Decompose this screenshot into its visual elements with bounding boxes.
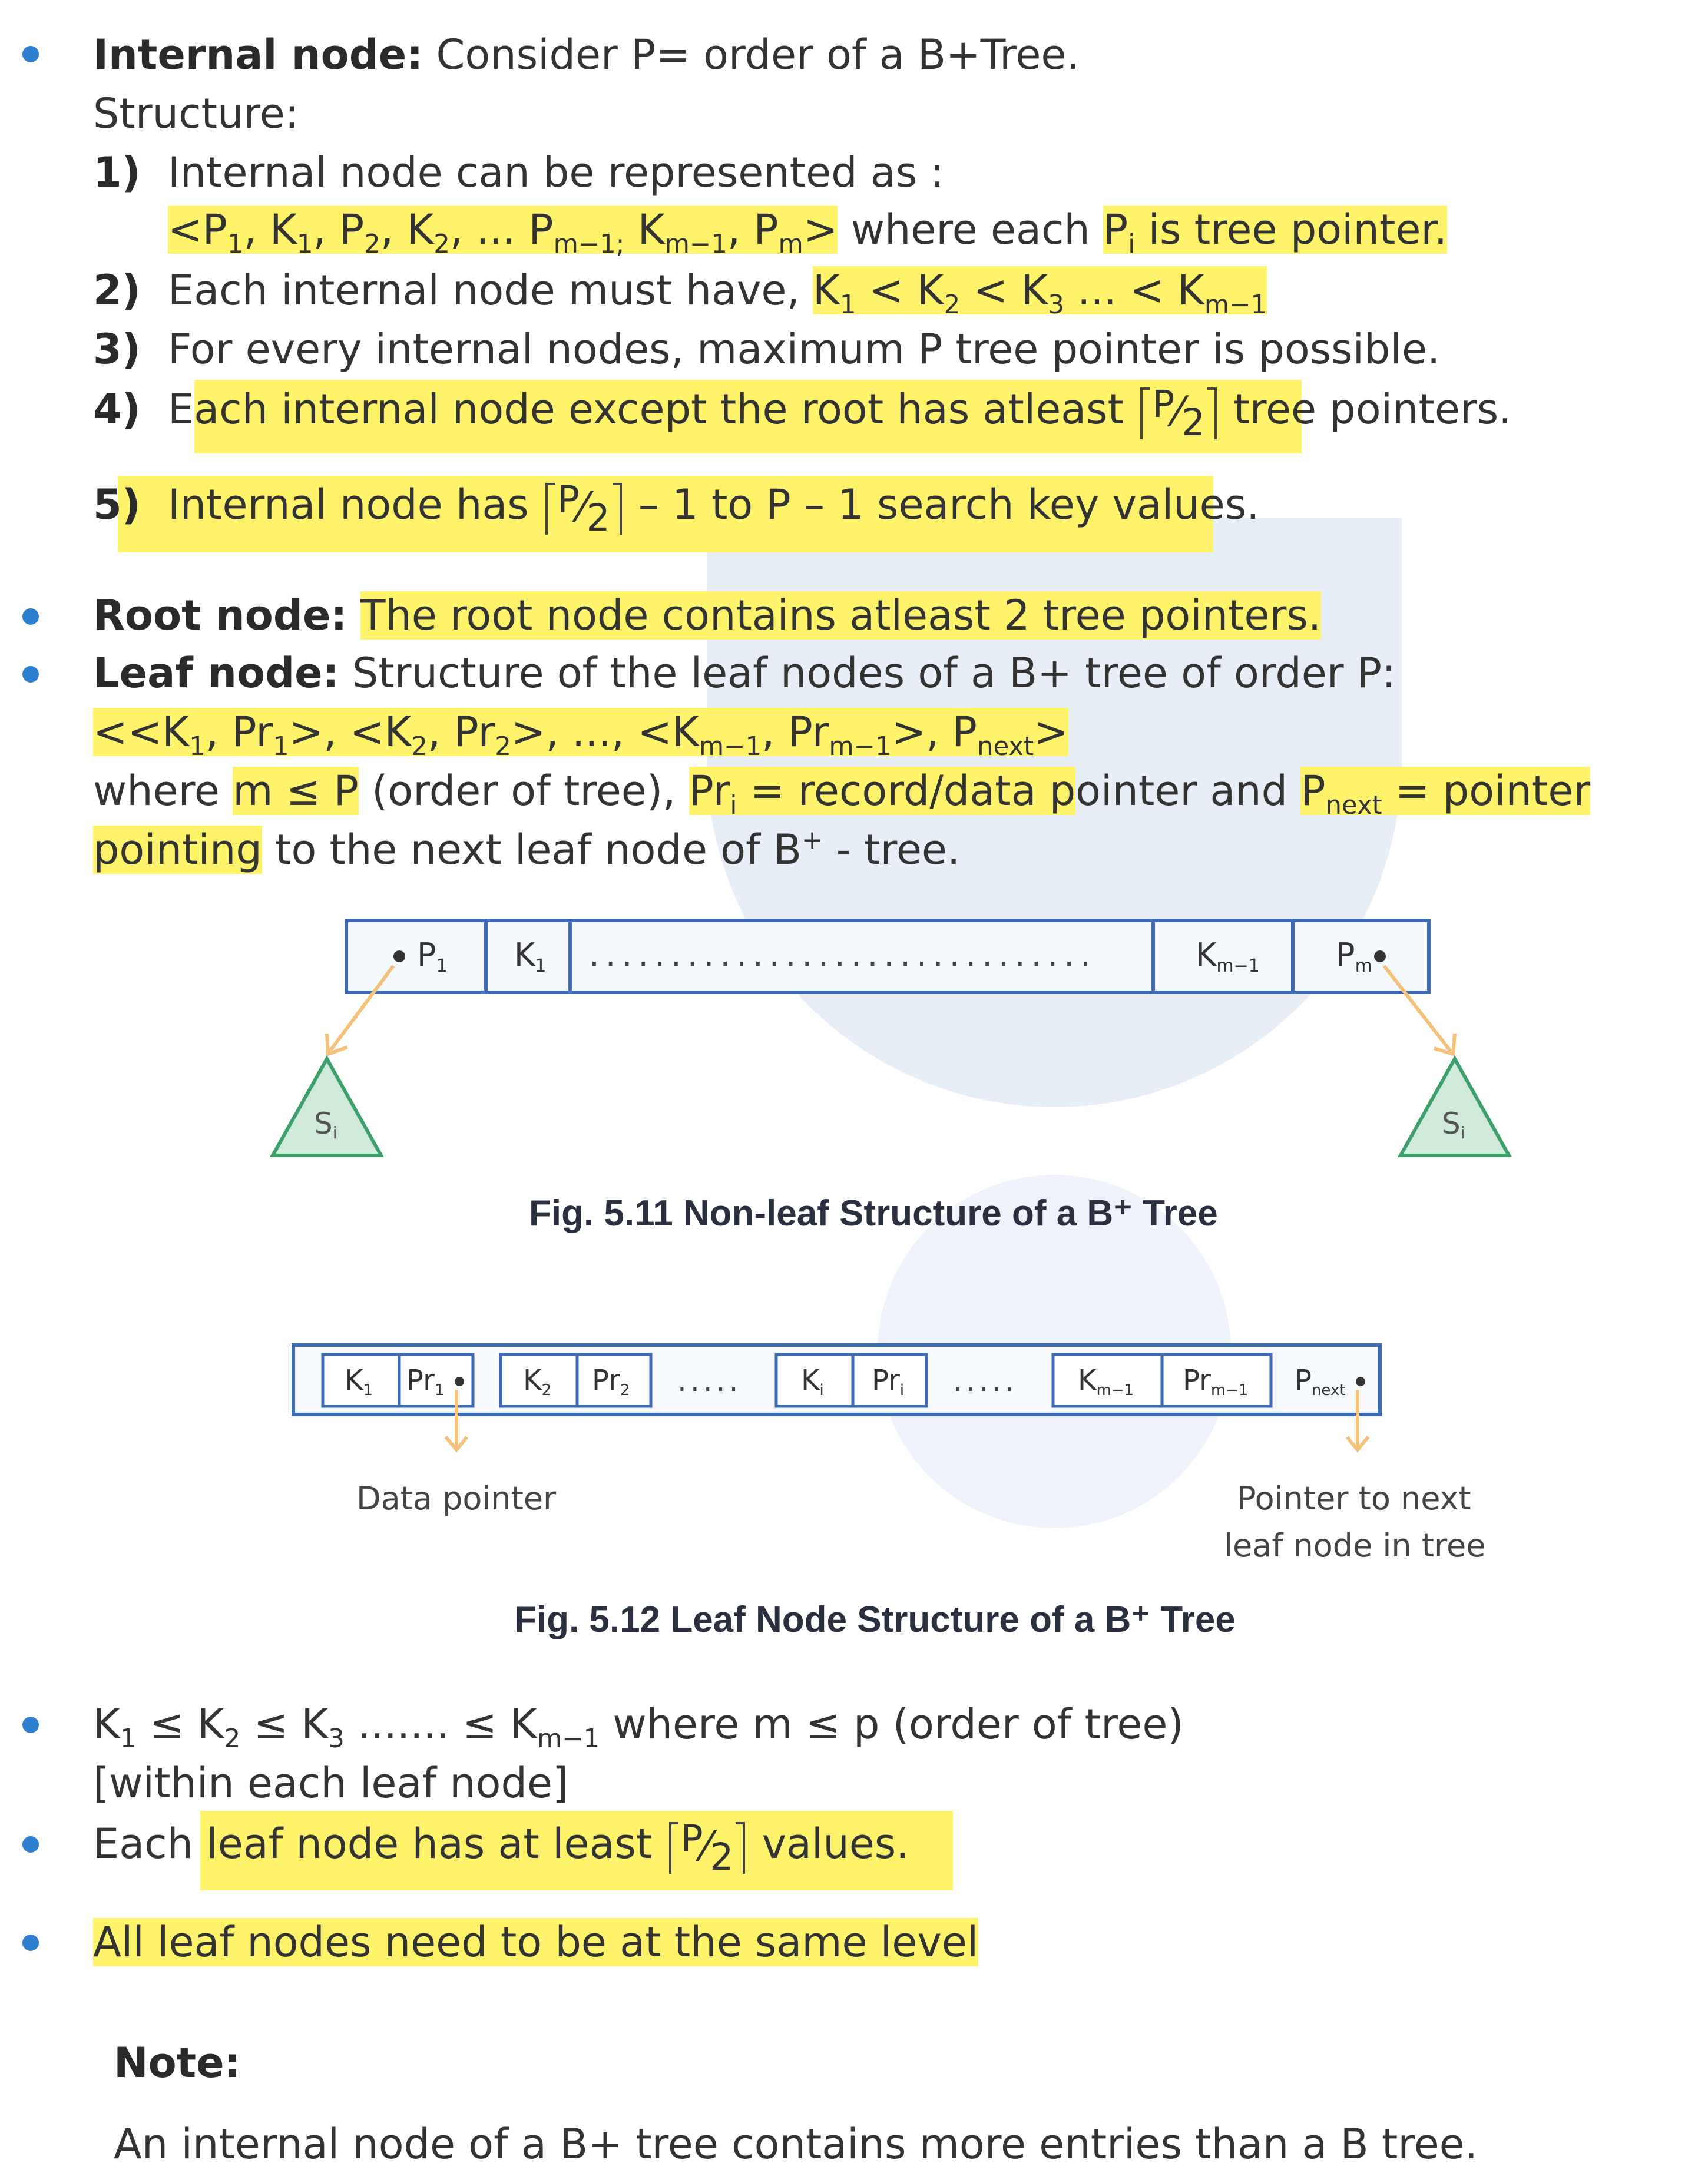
svg-text:.....: ..... bbox=[953, 1364, 1018, 1398]
bullet-dot bbox=[22, 1836, 39, 1853]
item-text-a: Internal node has bbox=[168, 481, 529, 529]
cell-k2: K2 bbox=[523, 1364, 552, 1399]
ceiling-fraction: P⁄2 bbox=[545, 486, 622, 528]
bottom-bullet-3 bbox=[93, 1918, 979, 1966]
item-number: 3) bbox=[93, 325, 141, 373]
leaf-line-4: pointing to the next leaf node of B+ - tree. bbox=[93, 825, 961, 874]
fig-512-caption: Fig. 5.12 Leaf Node Structure of a B⁺ Tree bbox=[514, 1599, 1236, 1640]
cell-pnext: Pnext bbox=[1295, 1364, 1346, 1399]
cell-pr2: Pr2 bbox=[592, 1364, 630, 1399]
next-pointer-label-2: leaf node in tree bbox=[1224, 1527, 1486, 1564]
bottom-bullet-1: $K_1 \le K_2 \le K_3$ ....... ≤ $K_{m-1}$ where m ≤ p (order of tree) bbox=[93, 1700, 1184, 1754]
root-node-line bbox=[93, 591, 1322, 640]
b2-text-b: leaf node has at least bbox=[206, 1820, 653, 1868]
pointer-dot bbox=[393, 950, 405, 962]
leaf-node-line bbox=[93, 649, 1396, 697]
root-node-label: Root node: bbox=[93, 591, 347, 640]
internal-node-line bbox=[93, 31, 1080, 79]
subtree-label: Si bbox=[1442, 1107, 1465, 1142]
item-text-b: tree pointers. bbox=[1233, 385, 1512, 433]
pointer-dot bbox=[1356, 1377, 1365, 1386]
ellipsis: ............................... bbox=[589, 936, 1097, 974]
cell-km1: Km−1 bbox=[1078, 1364, 1134, 1399]
b2-text-c: values. bbox=[762, 1820, 909, 1868]
item-text: For every internal nodes, maximum P tree pointer is possible. bbox=[168, 325, 1441, 373]
cell-pri: Pri bbox=[872, 1364, 905, 1399]
cell-ki: Ki bbox=[801, 1364, 824, 1399]
leaf-tuple bbox=[93, 708, 1068, 762]
item-4-line bbox=[168, 382, 1512, 445]
cell-k1: K1 bbox=[345, 1364, 373, 1399]
bottom-bullet-2 bbox=[93, 1817, 909, 1879]
bullet-dot bbox=[22, 1717, 39, 1733]
cell-km1: Km−1 bbox=[1196, 936, 1260, 976]
svg-text:.....: ..... bbox=[677, 1364, 742, 1398]
subtree-label: Si bbox=[314, 1107, 337, 1142]
ceiling-fraction: P⁄2 bbox=[669, 1826, 746, 1867]
fig-512-diagram bbox=[0, 1331, 1708, 1460]
cell-p1: P1 bbox=[417, 936, 448, 976]
root-node-text: The root node contains atleast 2 tree pointers. bbox=[360, 591, 1322, 640]
representation-tail-a: where each bbox=[850, 206, 1104, 254]
bullet-dot bbox=[22, 1934, 39, 1951]
leaf-node-text: Structure of the leaf nodes of a B+ tree of order P: bbox=[352, 649, 1396, 697]
item-number: 4) bbox=[93, 385, 141, 433]
fig-511-diagram bbox=[0, 907, 1708, 1166]
pointer-dot bbox=[455, 1377, 464, 1386]
item-2-line bbox=[168, 266, 1267, 320]
internal-node-label: Internal node: bbox=[93, 31, 423, 79]
b3-text: All leaf nodes need to be at the same level bbox=[93, 1918, 979, 1966]
ceiling-fraction: P⁄2 bbox=[1140, 391, 1217, 433]
cell-pm: Pm bbox=[1336, 936, 1372, 976]
item-number: 2) bbox=[93, 266, 141, 314]
item-text: Internal node can be represented as : bbox=[168, 148, 945, 197]
bullet-dot bbox=[22, 46, 39, 62]
item-number: 1) bbox=[93, 148, 141, 197]
note-label: Note: bbox=[114, 2039, 241, 2087]
representation-line bbox=[168, 206, 1448, 260]
leaf-tuple-formula: $<<K_1$, $Pr_1>$, $<K_2$, $Pr_2>$, ..., $<K_{m-1}$, $Pr_{m-1}>$, $P_{next}>$ bbox=[93, 708, 1068, 762]
representation-formula: $<P_1$, $K_1$, $P_2$, $K_2$, ... $P_{m-1;}$ $K_{m-1}$, $P_m>$ bbox=[168, 206, 838, 260]
leaf-node-label: Leaf node: bbox=[93, 649, 339, 697]
bottom-bullet-1-line2: [within each leaf node] bbox=[93, 1759, 569, 1807]
item-text-a: Each internal node except the root has atleast bbox=[168, 385, 1124, 433]
item-text-b: – 1 to P – 1 search key values. bbox=[638, 481, 1260, 529]
cell-pr1: Pr1 bbox=[406, 1364, 445, 1399]
representation-tail-b: $P_i$ is tree pointer. bbox=[1103, 206, 1448, 260]
structure-label: Structure: bbox=[93, 90, 299, 138]
item-5-line bbox=[168, 478, 1260, 540]
internal-node-intro: Consider P= order of a B+Tree. bbox=[436, 31, 1080, 79]
pointer-dot bbox=[1374, 950, 1386, 962]
note-text: An internal node of a B+ tree contains more entries than a B tree. bbox=[114, 2120, 1478, 2168]
cell-k1: K1 bbox=[514, 936, 547, 976]
fig-511-caption: Fig. 5.11 Non-leaf Structure of a B⁺ Tree bbox=[529, 1193, 1218, 1234]
b2-text-a: Each bbox=[93, 1820, 193, 1868]
item-text: Each internal node must have, bbox=[168, 266, 800, 314]
data-pointer-label: Data pointer bbox=[356, 1480, 557, 1517]
next-pointer-label-1: Pointer to next bbox=[1237, 1480, 1471, 1517]
bullet-dot bbox=[22, 666, 39, 683]
bullet-dot bbox=[22, 608, 39, 625]
cell-prm1: Prm−1 bbox=[1183, 1364, 1249, 1399]
leaf-line-3: where m ≤ P (order of tree), $Pr_i$ = record/data pointer and $P_{next}$ = pointer bbox=[93, 767, 1591, 821]
ordering-formula: $K_1 < K_2 < K_3$ ... < $K_{m-1}$ bbox=[813, 266, 1267, 320]
item-number: 5) bbox=[93, 481, 141, 529]
